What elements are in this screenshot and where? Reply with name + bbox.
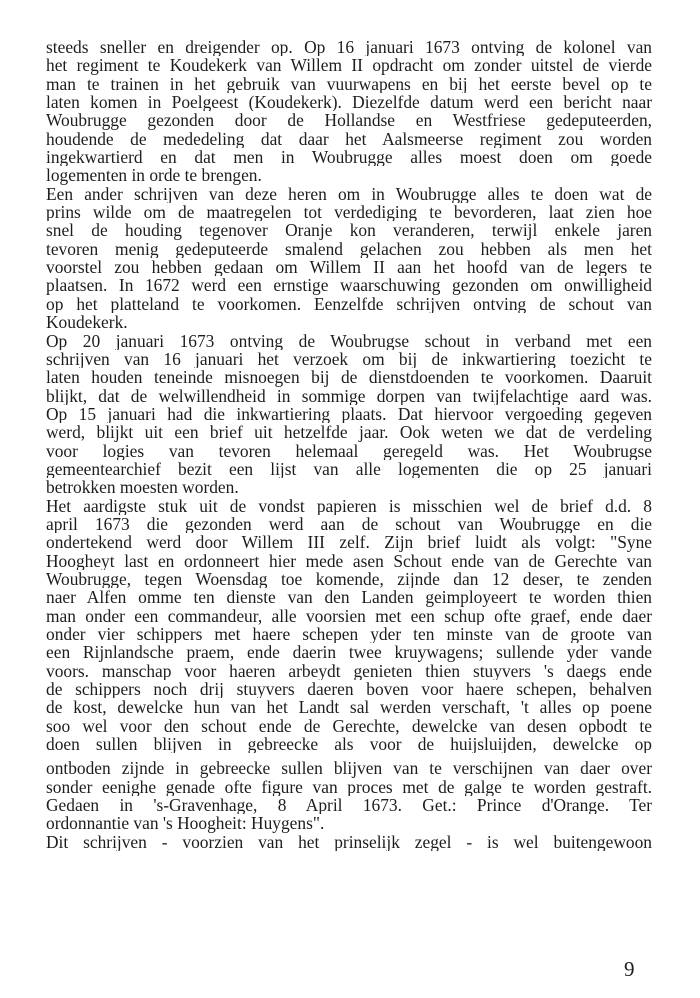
text-line: ingekwartierd en dat men in Woubrugge alles moest doen om goede [46,148,652,167]
text-line: snel de houding tegenover Oranje kon veranderen, terwijl enkele jaren [46,221,652,240]
text-line: schrijven van 16 januari het verzoek om bij de inkwartiering toezicht te [46,349,652,369]
text-line: doen sullen blijven in gebreecke als voor de huijsluijden, dewelcke op [46,735,652,754]
text-line: Gedaen in 's-Gravenhage, 8 April 1673. Get.: Prince d'Orange. Ter [46,796,652,815]
text-line: plaatsen. In 1672 werd een ernstige waarschuwing gezonden om onwilligheid [46,276,652,295]
text-line: prins wilde om de maatregelen tot verdediging te bevorderen, laat zien hoe [46,203,652,222]
text-line: steeds sneller en dreigender op. Op 16 januari 1673 ontving de kolonel van [46,38,652,57]
text-line: Op 20 januari 1673 ontving de Woubrugse schout in verband met een [46,331,652,350]
text-line: het regiment te Koudekerk van Willem II opdracht om zonder uitstel de vierde [46,56,652,75]
text-line: man onder een commandeur, alle voorsien met een schup ofte graef, ende daer [46,606,652,625]
text-line: Op 15 januari had die inkwartiering plaats. Dat hiervoor vergoeding gegeven [46,404,652,424]
text-line: gemeentearchief bezit een lijst van alle logementen die op 25 januari [46,459,652,479]
text-line: blijkt, dat de welwillendheid in sommige dorpen van twijfelachtige aard was. [46,386,652,405]
text-line: Dit schrijven - voorzien van het prinselijk zegel - is wel buitengewoon [46,832,652,852]
text-line: voor logies van tevoren helemaal geregeld was. Het Woubrugse [46,441,652,460]
text-line: de kost, dewelcke hun van het Landt sal werden verschaft, 't alles op poene [46,698,652,717]
text-line: Koudekerk. [46,312,128,333]
text-line: een Rijnlandsche praem, ende daerin twee kruywagens; sullende yder vande [46,643,652,662]
text-line: Woubrugge, tegen Woensdag toe komende, zijnde dan 12 deser, te zenden [46,569,652,589]
text-line: werd, blijkt uit een brief uit hetzelfde jaar. Ook weten we dat de verdeling [46,423,652,442]
text-line: april 1673 die gezonden werd aan de schout van Woubrugge en die [46,514,652,534]
text-line: Hoogheyt last en ordonneert hier mede asen Schout ende van de Gerechte van [46,551,652,570]
page-number: 9 [624,957,635,981]
text-line: voorstel zou hebben gedaan om Willem II aan het hoofd van de legers te [46,258,652,277]
text-line: sonder eenighe genade ofte figure van proces met de galge te worden gestraft. [46,777,652,797]
text-line: ontboden zijnde in gebreecke sullen blijven van te verschijnen van daer over [46,759,652,778]
text-line: tevoren menig gedeputeerde smalend gelachen zou hebben als men het [46,239,652,259]
text-line: man te trainen in het gebruik van vuurwapens en bij het eerste bevel op te [46,74,652,94]
text-line: voors. manschap voor haeren arbeydt genieten thien stuyvers 's daegs ende [46,661,652,681]
text-line: soo wel voor den schout ende de Gerechte, dewelcke van desen opbodt te [46,716,652,736]
text-line: logementen in orde te brengen. [46,165,262,186]
text-line: op het platteland te voorkomen. Eenzelfde schrijven ontving de schout van [46,294,652,314]
text-line: laten houden teneinde misnoegen bij de dienstdoenden te voorkomen. Daaruit [46,368,652,387]
text-line: betrokken moesten worden. [46,477,239,498]
text-line: laten komen in Poelgeest (Koudekerk). Diezelfde datum werd een bericht naar [46,93,652,112]
body-text [46,38,652,851]
text-line: Een ander schrijven van deze heren om in Woubrugge alles te doen wat de [46,184,652,204]
text-line: ondertekend werd door Willem III zelf. Zijn brief luidt als volgt: "Syne [46,533,652,552]
text-line: naer Alfen omme ten dienste van den Landen geimployeert te worden thien [46,588,652,607]
text-line: onder vier schippers met haere schepen yder ten minste van de groote van [46,625,652,644]
text-line: ordonnantie van 's Hoogheit: Huygens". [46,813,325,834]
text-line: de schippers noch drij stuyvers daeren boven voor haere schepen, behalven [46,680,652,699]
text-line: houdende de mededeling dat daar het Aalsmeerse regiment zou worden [46,129,652,149]
text-line: Woubrugge gezonden door de Hollandse en Westfriese gedeputeerden, [46,111,652,130]
text-line: Het aardigste stuk uit de vondst papieren is misschien wel de brief d.d. 8 [46,496,652,515]
